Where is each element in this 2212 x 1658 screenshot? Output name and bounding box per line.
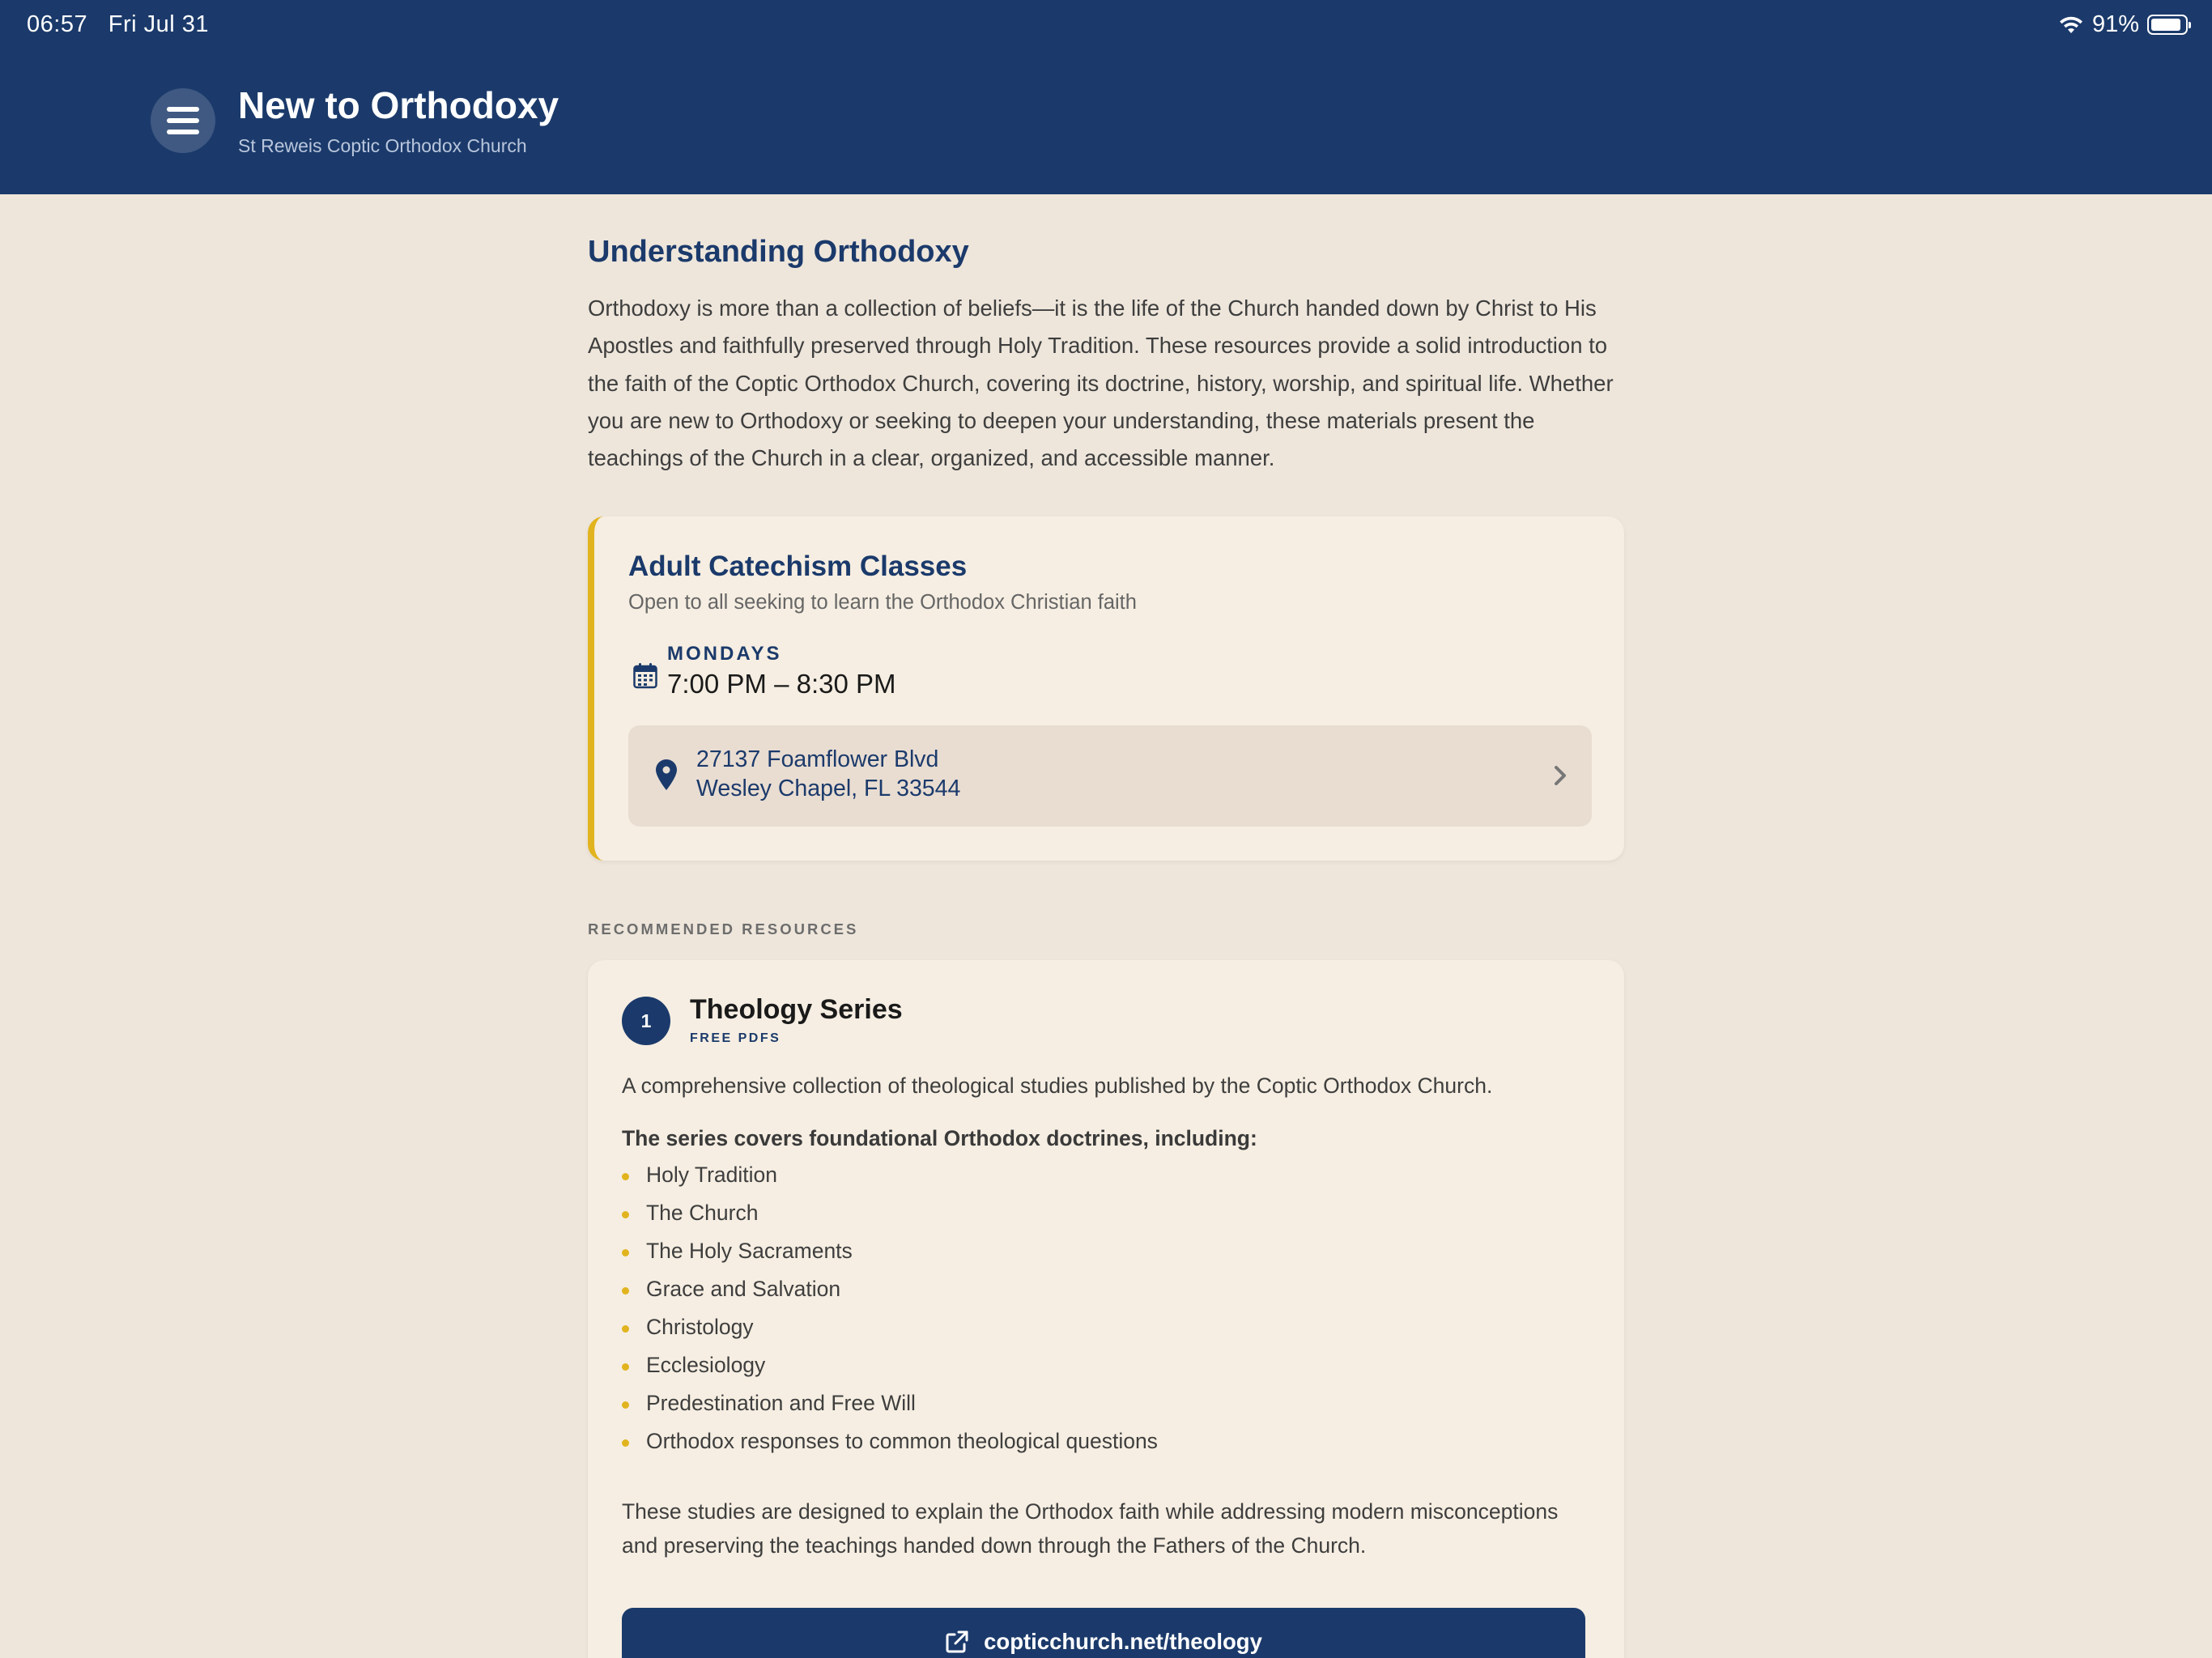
class-time: 7:00 PM – 8:30 PM: [667, 669, 896, 699]
chevron-right-icon: [1553, 764, 1568, 787]
catechism-subtitle: Open to all seeking to learn the Orthodox Christian faith: [628, 591, 1137, 614]
calendar-icon: [633, 662, 657, 689]
resource-closing-text: These studies are designed to explain the Orthodox faith while addressing modern misconceptions and preserving the teachings handed down through the Fathers of the Church.: [622, 1499, 1559, 1558]
status-bar-right: [2058, 11, 2188, 38]
list-item: Ecclesiology: [622, 1346, 1158, 1384]
battery-percent: 91%: [2091, 11, 2139, 37]
resource-covers-heading: The series covers foundational Orthodox doctrines, including:: [622, 1126, 1257, 1150]
topic-list: [622, 1156, 1158, 1460]
section-title: Understanding Orthodoxy: [588, 235, 969, 269]
hamburger-menu-icon-line: [167, 130, 199, 134]
intro-paragraph: Orthodoxy is more than a collection of beliefs—it is the life of the Church handed down by Christ to His Apostles and faithfully preserved through Holy Tradition. These resources provide a solid introduction to the faith of the Coptic Orthodox Church, covering its doctrine, history, worship, and spiritual life. Whether you are new to Orthodoxy or seeking to deepen your understanding, these materials present the teachings of the Church in a clear, organized, and accessible manner.: [588, 295, 1614, 471]
address-link[interactable]: [628, 725, 1592, 827]
list-item: Predestination and Free Will: [622, 1384, 1158, 1422]
theology-link-label: copticchurch.net/theology: [984, 1629, 1262, 1654]
church-name: St Reweis Coptic Orthodox Church: [238, 135, 527, 156]
list-item: Holy Tradition: [622, 1156, 1158, 1194]
bullet-dot-icon: [622, 1249, 629, 1256]
recommended-resources-label: RECOMMENDED RESOURCES: [588, 920, 859, 937]
catechism-title: Adult Catechism Classes: [628, 551, 968, 582]
bullet-dot-icon: [622, 1211, 629, 1218]
theology-link-button[interactable]: [622, 1608, 1585, 1658]
address-line-2: Wesley Chapel, FL 33544: [696, 776, 961, 801]
hamburger-menu-button[interactable]: [151, 88, 215, 153]
list-item: Grace and Salvation: [622, 1270, 1158, 1308]
resource-description: A comprehensive collection of theological studies published by the Coptic Orthodox Church.: [622, 1073, 1493, 1098]
bullet-dot-icon: [622, 1401, 629, 1409]
bullet-dot-icon: [622, 1439, 629, 1447]
resource-number-badge: 1: [622, 997, 670, 1045]
hamburger-menu-icon-line: [167, 118, 199, 123]
bullet-dot-icon: [622, 1287, 629, 1295]
class-day: MONDAYS: [667, 643, 782, 665]
resource-card: [588, 960, 1624, 1658]
battery-icon: [2147, 15, 2188, 35]
resource-title: Theology Series: [690, 994, 903, 1025]
bullet-dot-icon: [622, 1173, 629, 1180]
app-header: [0, 0, 2212, 194]
bullet-dot-icon: [622, 1325, 629, 1333]
wifi-icon: [2058, 15, 2084, 35]
list-item: Orthodox responses to common theological questions: [622, 1422, 1158, 1460]
battery-fill: [2151, 19, 2180, 31]
catechism-card: [588, 517, 1624, 861]
list-item: The Church: [622, 1194, 1158, 1232]
map-pin-icon: [656, 759, 677, 790]
address-line-1: 27137 Foamflower Blvd: [696, 746, 939, 772]
list-item: Christology: [622, 1308, 1158, 1346]
hamburger-menu-icon-line: [167, 107, 199, 112]
page-title: New to Orthodoxy: [238, 84, 559, 126]
resource-tag: FREE PDFS: [690, 1031, 781, 1045]
bullet-dot-icon: [622, 1363, 629, 1371]
status-bar-time: 06:57 Fri Jul 31: [27, 11, 210, 37]
list-item: The Holy Sacraments: [622, 1232, 1158, 1270]
external-link-icon: [945, 1630, 969, 1654]
